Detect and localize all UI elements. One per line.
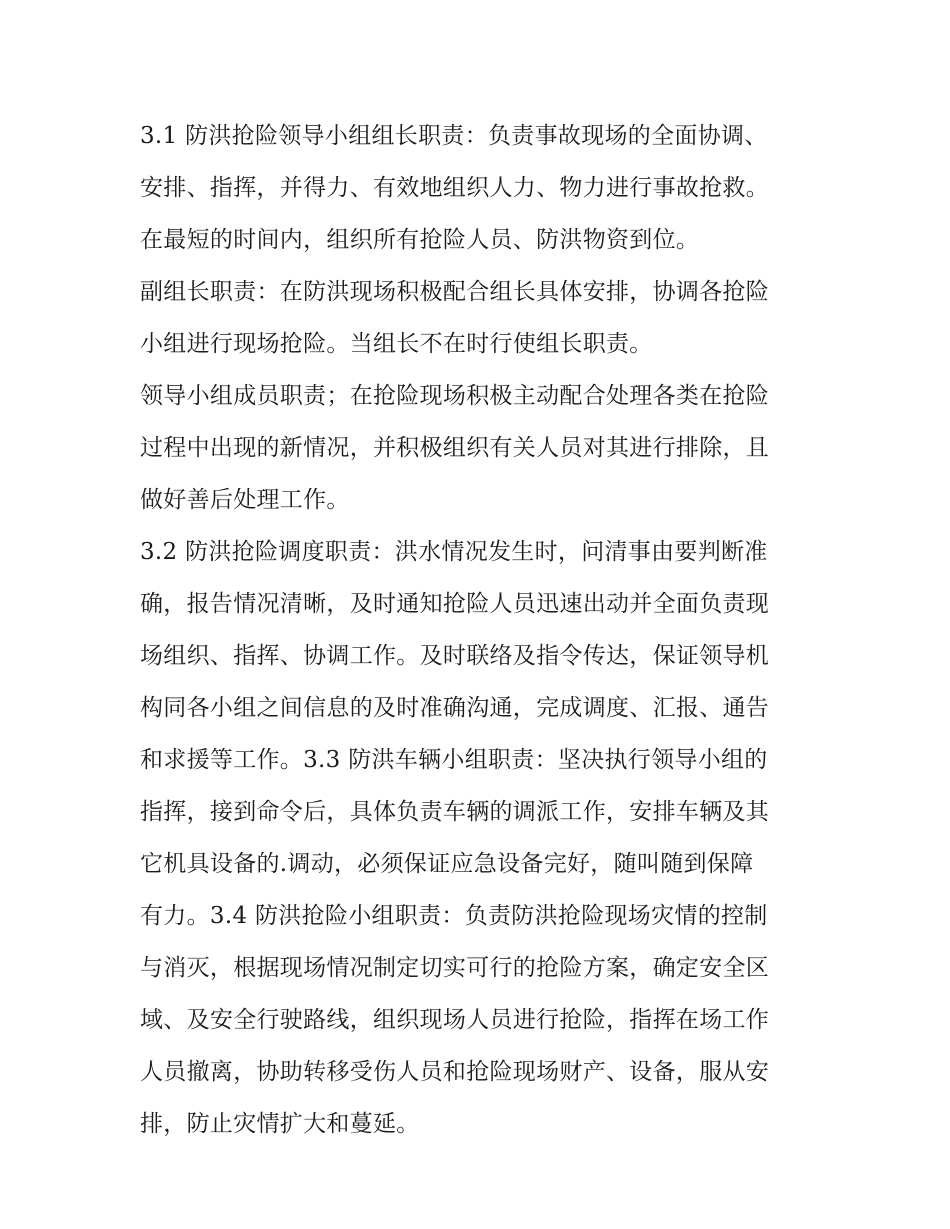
text-line: 过程中出现的新情况，并积极组织有关人员对其进行排除，且 (140, 435, 770, 461)
document-body (140, 110, 820, 1150)
text-line: 3.2 防洪抢险调度职责：洪水情况发生时，问清事由要判断准 (140, 539, 768, 565)
text-line: 安排、指挥，并得力、有效地组织人力、物力进行事故抢救。 (140, 175, 770, 201)
text-line: 人员撤离，协助转移受伤人员和抢险现场财产、设备，服从安 (140, 1059, 770, 1085)
text-line: 和求援等工作。3.3 防洪车辆小组职责：坚决执行领导小组的 (140, 747, 768, 773)
text-line: 域、及安全行驶路线，组织现场人员进行抢险，指挥在场工作 (140, 1007, 770, 1033)
text-line: 副组长职责：在防洪现场积极配合组长具体安排，协调各抢险 (140, 279, 770, 305)
text-line: 它机具设备的.调动，必须保证应急设备完好，随叫随到保障 (140, 851, 754, 877)
text-line: 构同各小组之间信息的及时准确沟通，完成调度、汇报、通告 (140, 695, 770, 721)
text-line: 领导小组成员职责；在抢险现场积极主动配合处理各类在抢险 (140, 383, 770, 409)
text-line: 确，报告情况清晰，及时通知抢险人员迅速出动并全面负责现 (140, 591, 770, 617)
text-line: 指挥，接到命令后，具体负责车辆的调派工作，安排车辆及其 (140, 799, 770, 825)
text-line: 3.1 防洪抢险领导小组组长职责：负责事故现场的全面协调、 (140, 123, 768, 149)
text-line: 与消灭，根据现场情况制定切实可行的抢险方案，确定安全区 (140, 955, 770, 981)
text-line: 场组织、指挥、协调工作。及时联络及指令传达，保证领导机 (140, 643, 770, 669)
text-line: 做好善后处理工作。 (140, 487, 350, 513)
text-line: 排，防止灾情扩大和蔓延。 (140, 1111, 420, 1137)
text-line: 小组进行现场抢险。当组长不在时行使组长职责。 (140, 331, 653, 357)
text-line: 在最短的时间内，组织所有抢险人员、防洪物资到位。 (140, 227, 700, 253)
text-line: 有力。3.4 防洪抢险小组职责：负责防洪抢险现场灾情的控制 (140, 903, 768, 929)
